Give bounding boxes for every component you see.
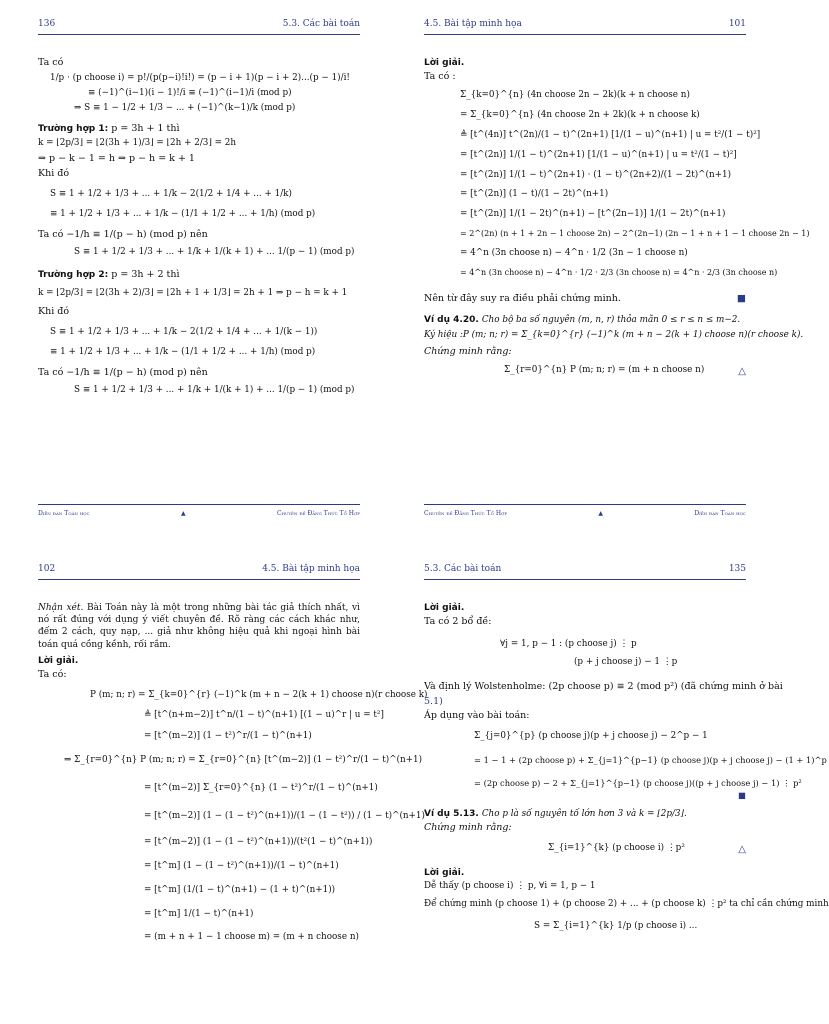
qed-square-icon: ■: [737, 292, 746, 304]
case-heading: [38, 123, 360, 136]
equation: = [t^(m−2)] (1 − (1 − t²)^(n+1))/(1 − (1 − t²)) / (1 − t)^(n+1): [144, 811, 425, 822]
equation: k = ⌊2p/3⌋ = ⌊2(3h + 2)/3⌋ = ⌊2h + 1 + 1/3⌋ = 2h + 1 ⇒ p − h = k + 1: [38, 288, 348, 299]
equation: = 4^n (3n choose n) − 4^n · 1/2 · 2/3 (3n choose n) = 4^n · 2/3 (3n choose n): [460, 267, 778, 277]
page-102: [38, 563, 428, 1024]
conclusion-line: [424, 293, 746, 306]
equation: ⇒ p − k − 1 = h ⇒ p − h = k + 1: [38, 153, 195, 165]
page-header: [38, 18, 360, 35]
equation: S = Σ_{i=1}^{k} 1/p (p choose i) ...: [534, 920, 698, 931]
example-definition: Ký hiệu :P (m; n; r) = Σ_{k=0}^{r} (−1)^k (m + n − 2(k + 1) choose n)(r choose k).: [424, 330, 804, 341]
prove-label: Chứng minh rằng:: [424, 346, 512, 358]
page-135: [424, 563, 829, 1024]
page-header: [424, 18, 746, 35]
example-label: Ví dụ 5.13.: [424, 808, 479, 819]
triangle-icon: △: [738, 366, 746, 378]
equation: S ≡ 1 + 1/2 + 1/3 + ... + 1/k + 1/(k + 1) + ... 1/(p − 1) (mod p): [74, 385, 355, 396]
page-header: [38, 563, 360, 580]
qed-square-icon: ■: [738, 789, 746, 800]
section-title: 4.5. Bài tập minh họa: [262, 564, 360, 574]
case-label: Trường hợp 1:: [38, 123, 109, 134]
equation: k = ⌊2p/3⌋ = ⌊2(3h + 1)/3⌋ = ⌊2h + 2/3⌋ = 2h: [38, 138, 237, 149]
equation: ≡ (−1)^(i−1)(i − 1)!/i ≡ (−1)^(i−1)/i (mod p): [88, 87, 292, 98]
up-arrow-icon[interactable]: ▲: [598, 509, 603, 517]
example-text: Cho bộ ba số nguyên (m, n, r) thỏa mãn 0 ≤ r ≤ n ≤ m−2.: [481, 314, 741, 325]
equation: ⇒ Σ_{r=0}^{n} P (m; n; r) = Σ_{r=0}^{n} [t^(m−2)] (1 − t²)^r/(1 − t)^(n+1): [64, 755, 423, 766]
equation: ⇒ S ≡ 1 − 1/2 + 1/3 − ... + (−1)^(k−1)/k (mod p): [74, 102, 296, 113]
case-label: Trường hợp 2:: [38, 270, 109, 281]
page-number: 102: [38, 564, 56, 574]
example-text: Cho p là số nguyên tố lớn hơn 3 và k = ⌊2p/3⌋.: [481, 808, 687, 819]
section-title: 5.3. Các bài toán: [424, 564, 502, 574]
formula-text: Σ_{i=1}^{k} (p choose i) ⋮p²: [548, 843, 685, 854]
example-heading: [424, 808, 746, 821]
equation: = [t^(2n)] 1/(1 − t)^(2n+1) [1/(1 − u)^(n+1) | u = t²/(1 − t)²]: [460, 149, 737, 160]
equation: ≜ [t^(4n)] t^(2n)/(1 − t)^(2n+1) [1/(1 − u)^(n+1) | u = t²/(1 − t)²]: [460, 129, 761, 140]
example-heading: [424, 314, 746, 327]
reference-link[interactable]: 5.1): [424, 695, 443, 707]
page-header: [424, 563, 746, 580]
triangle-icon: △: [738, 844, 746, 856]
equation: = 4^n (3n choose n) − 4^n · 1/2 (3n − 1 choose n): [460, 248, 688, 259]
solution-label: Lời giải.: [424, 868, 465, 879]
equation: ≡ 1 + 1/2 + 1/3 + ... + 1/k − (1/1 + 1/2 + ... + 1/h) (mod p): [50, 208, 316, 219]
case-heading: [38, 269, 360, 282]
equation-text: = (2p choose p) − 2 + Σ_{j=1}^{p−1} (p choose j)((p + j choose j) − 1) ⋮ p²: [474, 778, 802, 789]
page-footer: [38, 504, 360, 518]
equation: = [t^(2n)] (1 − t)/(1 − 2t)^(n+1): [460, 189, 609, 200]
remark-text: Bài Toán này là một trong những bài tác giả thích nhất, vì nó rất đúng với dụng ý viết chuyên đề. Rõ ràng các cách khác như, đếm 2 cách, quy nạp, ... giả như không hiệu quả khi ngoại hình bài toán quá cồng kềnh, rối rắm.: [38, 603, 360, 650]
case-text: p = 3h + 2 thì: [111, 269, 180, 281]
solution-label: Lời giải.: [424, 603, 465, 614]
equation: = 1 − 1 + (2p choose p) + Σ_{j=1}^{p−1} (p choose j)(p + j choose j) − (1 + 1)^p: [474, 755, 827, 766]
footer-right: Diễn đàn Toán học: [694, 509, 746, 517]
text-line: Ta có 2 bổ đề:: [424, 616, 492, 628]
text-line: Để chứng minh (p choose 1) + (p choose 2) + ... + (p choose k) ⋮p² ta chỉ cần chứng minh: [424, 899, 829, 910]
equation: = [t^m] (1/(1 − t)^(n+1) − (1 + t)^(n+1)): [144, 884, 336, 895]
page-footer: [424, 504, 746, 518]
solution-label: Lời giải.: [424, 58, 465, 69]
page-101: [424, 18, 810, 528]
text-line: Ta có: [38, 57, 64, 69]
remark-paragraph: [38, 602, 360, 651]
text-line: Khi đó: [38, 306, 70, 318]
conclusion-text: Nên từ đây suy ra điều phải chứng minh.: [424, 292, 621, 304]
footer-left: Diễn đàn Toán học: [38, 509, 90, 517]
page-136: [38, 18, 360, 528]
remark-label: Nhận xét.: [38, 603, 84, 614]
text-line: Ta có:: [38, 668, 67, 680]
text-line: Ta có −1/h ≡ 1/(p − h) (mod p) nên: [38, 228, 208, 240]
lemma-1: ∀j = 1, p − 1 : (p choose j) ⋮ p: [500, 639, 637, 650]
footer-right: Chuyên đề Đẳng Thức Tổ Hợp: [276, 509, 360, 517]
equation: P (m; n; r) = Σ_{k=0}^{r} (−1)^k (m + n − 2(k + 1) choose n)(r choose k): [90, 689, 428, 700]
section-title: 5.3. Các bài toán: [282, 19, 360, 29]
page-number: 101: [728, 19, 746, 29]
case-text: p = 3h + 1 thì: [111, 122, 180, 134]
up-arrow-icon[interactable]: ▲: [181, 509, 186, 517]
equation: = [t^(m−2)] (1 − t²)^r/(1 − t)^(n+1): [144, 731, 312, 742]
prove-formula: [424, 843, 746, 855]
formula-text: Σ_{r=0}^{n} P (m; n; r) = (m + n choose n): [504, 365, 705, 376]
equation: = [t^m] (1 − (1 − t²)^(n+1))/(1 − t)^(n+1): [144, 860, 339, 871]
equation: = [t^(m−2)] (1 − (1 − t²)^(n+1))/(t²(1 − t)^(n+1)): [144, 836, 373, 847]
equation: S ≡ 1 + 1/2 + 1/3 + ... + 1/k + 1/(k + 1) + ... 1/(p − 1) (mod p): [74, 247, 355, 258]
equation-final: [424, 778, 802, 800]
page-number: 135: [728, 564, 746, 574]
prove-label: Chứng minh rằng:: [424, 822, 512, 834]
text-line: Dễ thấy (p choose i) ⋮ p, ∀i = 1, p − 1: [424, 881, 596, 892]
equation: Σ_{j=0}^{p} (p choose j)(p + j choose j) − 2^p − 1: [474, 731, 708, 742]
equation: ≡ 1 + 1/2 + 1/3 + ... + 1/k − (1/1 + 1/2 + ... + 1/h) (mod p): [50, 346, 316, 357]
section-title: 4.5. Bài tập minh họa: [424, 19, 522, 29]
equation: = [t^(2n)] 1/(1 − t)^(2n+1) · (1 − t)^(2n+2)/(1 − 2t)^(n+1): [460, 169, 732, 180]
solution-label: Lời giải.: [38, 655, 79, 666]
text-line: Ta có −1/h ≡ 1/(p − h) (mod p) nên: [38, 366, 208, 378]
example-label: Ví dụ 4.20.: [424, 314, 479, 325]
text-line: Ta có :: [424, 71, 456, 83]
equation: ≜ [t^(n+m−2)] t^n/(1 − t)^(n+1) [(1 − u)^r | u = t²]: [144, 709, 384, 720]
equation: Σ_{k=0}^{n} (4n choose 2n − 2k)(k + n choose n): [460, 90, 690, 101]
prove-formula: [424, 365, 746, 377]
equation: S ≡ 1 + 1/2 + 1/3 + ... + 1/k − 2(1/2 + 1/4 + ... + 1/k): [50, 188, 292, 199]
footer-left: Chuyên đề Đẳng Thức Tổ Hợp: [424, 509, 508, 517]
equation: = 2^(2n) (n + 1 + 2n − 1 choose 2n) − 2^(2n−1) (2n − 1 + n + 1 − 1 choose 2n − 1): [460, 229, 810, 239]
text-line: Khi đó: [38, 168, 70, 180]
equation: = Σ_{k=0}^{n} (4n choose 2n + 2k)(k + n choose k): [460, 109, 700, 120]
page-number: 136: [38, 19, 56, 29]
equation: = [t^(m−2)] Σ_{r=0}^{n} (1 − t²)^r/(1 − t)^(n+1): [144, 783, 378, 794]
lemma-2: (p + j choose j) − 1 ⋮p: [574, 656, 678, 667]
equation: = (m + n + 1 − 1 choose m) = (m + n choose n): [144, 932, 359, 943]
text-line: Áp dụng vào bài toán:: [424, 710, 530, 722]
equation: 1/p · (p choose i) = p!/(p(p−i)!i!) = (p − i + 1)(p − i + 2)...(p − 1)/i!: [50, 72, 350, 83]
equation: = [t^m] 1/(1 − t)^(n+1): [144, 908, 254, 919]
equation: S ≡ 1 + 1/2 + 1/3 + ... + 1/k − 2(1/2 + 1/4 + ... + 1/(k − 1)): [50, 326, 318, 337]
wolstenholme-line: Và định lý Wolstenholme: (2p choose p) ≡ 2 (mod p²) (đã chứng minh ở bài: [424, 680, 783, 692]
equation: = [t^(2n)] 1/(1 − 2t)^(n+1) − [t^(2n−1)] 1/(1 − 2t)^(n+1): [460, 209, 726, 220]
